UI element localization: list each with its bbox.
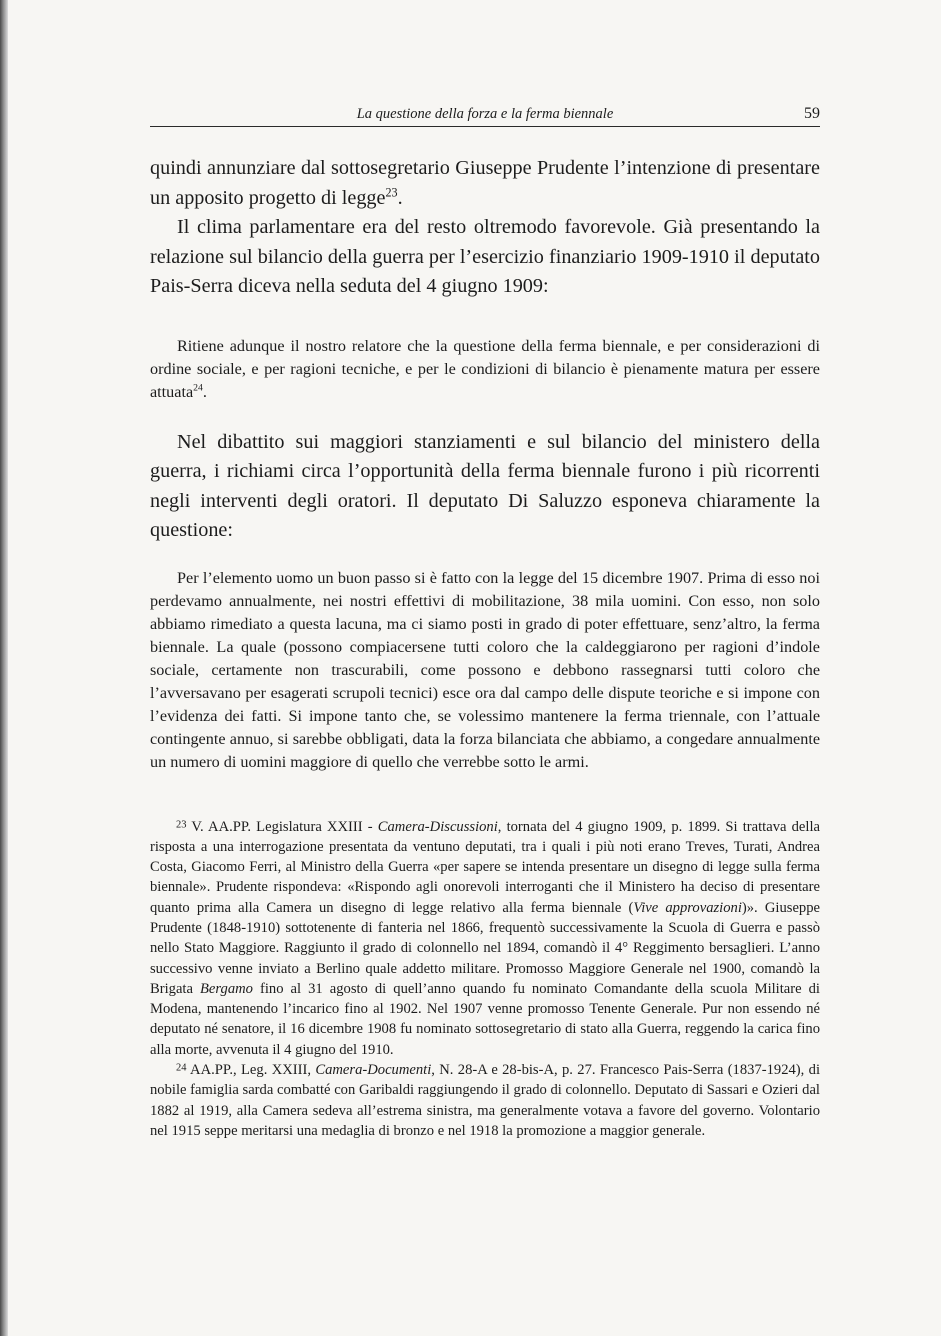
paragraph-3: Nel dibattito sui maggiori stanziamenti e sul bilancio del ministero della guerra, i richiami circa l’opportunità della ferma biennale furono i più ricorrenti negli interventi degli oratori. Il deputato Di Saluzzo esponeva chiaramente la questione:	[150, 430, 820, 541]
footnote-ref-23[interactable]: 23	[385, 184, 398, 199]
block-quote-pais-serra: Ritiene adunque il nostro relatore che la questione della ferma biennale, e per considerazioni di ordine sociale, e per ragioni tecniche, e per le condizioni di bilancio è pienamente matura per essere attuata$^{24}$.	[150, 336, 820, 401]
block-quote-di-saluzzo: Per l’elemento uomo un buon passo si è fatto con la legge del 15 dicembre 1907. Prima di esso noi perdevamo annualmente, nei nostri effettivi di mobilitazione, 38 mila uomini. Con esso, non solo abbiamo rimediato a questa lacuna, ma ci siamo posti in grado di poter effettuare, senz’altro, la ferma biennale. La quale (possono compiacersene tutti coloro che la caldeggiarono per ragioni d’indole sociale, certamente non trascurabili, come possono e debbono rassegnarsi tutti coloro che l’avversavano per esagerati scrupoli tecnici) esce ora dal campo delle dispute teoriche e si impone con l’evidenza dei fatti. Si impone tanto che, se volessimo mantenere la ferma triennale, con l’attuale contingente annuo, si sarebbe obbligati, data la forza bilanciata che abbiamo, a congedare annualmente un numero di uomini maggiore di quello che verrebbe sotto le armi.	[150, 568, 820, 771]
footnote-ref-24[interactable]: 24	[193, 382, 203, 394]
footnotes	[150, 817, 820, 1142]
footnote-24: $^{24}$ AA.PP., Leg. XXIII, Camera-Documenti, N. 28-A e 28-bis-A, p. 27. Francesco Pais-Serra (1837-1924), di nobile famiglia sarda combatté con Garibaldi raggiungendo il grado di colonnello. Deputato di Sassari e Ozieri dal 1882 al 1919, alla Camera sedeva all’estrema sinistra, ma generalmente votava a favore del governo. Volontario nel 1915 seppe meritarsi una medaglia di bronzo e nel 1918 la promozione a maggior generale.	[150, 1062, 820, 1139]
running-header	[150, 100, 820, 127]
page-number: 59	[804, 105, 820, 122]
book-page	[150, 100, 820, 1141]
footnote-number: 23	[176, 818, 187, 830]
paragraph-2: Il clima parlamentare era del resto oltremodo favorevole. Già presentando la relazione sul bilancio della guerra per l’esercizio finanziario 1909-1910 il deputato Pais-Serra diceva nella seduta del 4 giugno 1909:	[150, 216, 820, 297]
footnote-23: $^{23}$ V. AA.PP. Legislatura XXIII - Camera-Discussioni, tornata del 4 giugno 1909, p. 1899. Si trattava della risposta a una interrogazione presentata da ventuno deputati, tra i quali i più noti erano Treves, Turati, Andrea Costa, Giacomo Ferri, al Ministro della Guerra «per sapere se intenda presentare un disegno di legge sulla ferma biennale». Prudente rispondeva: «Rispondo agli onorevoli interroganti che il Ministero ha deciso di presentare quanto prima alla Camera un disegno di legge relativo alla ferma biennale (Vive approvazioni)». Giuseppe Prudente (1848-1910) sottotenente di fanteria nel 1866, frequentò successivamente la Scuola di Guerra e passò nello Stato Maggiore. Raggiunto il grado di colonnello nel 1894, comandò il 4° Reggimento bersaglieri. L’anno successivo venne inviato a Berlino quale addetto militare. Promosso Maggiore Generale nel 1900, comandò la Brigata Bergamo fino al 31 agosto di quell’anno quando fu nominato Comandante della scuola Militare di Modena, mantenendo l’incarico fino al 1902. Nel 1907 venne promosso Tenente Generale. Pur non essendo né deputato né senatore, il 16 dicembre 1908 fu nominato sottosegretario di stato alla Guerra, reggendo la carica fino alla morte, avvenuta il 4 giugno del 1910.	[150, 818, 820, 1058]
book-binding-shadow	[0, 0, 8, 1336]
running-title: La questione della forza e la ferma biennale	[356, 106, 614, 122]
footnote-number: 24	[176, 1062, 187, 1074]
paragraph-1: quindi annunziare dal sottosegretario Giuseppe Prudente l’intenzione di presentare un apposito progetto di legge$^{23}$.	[150, 157, 820, 209]
